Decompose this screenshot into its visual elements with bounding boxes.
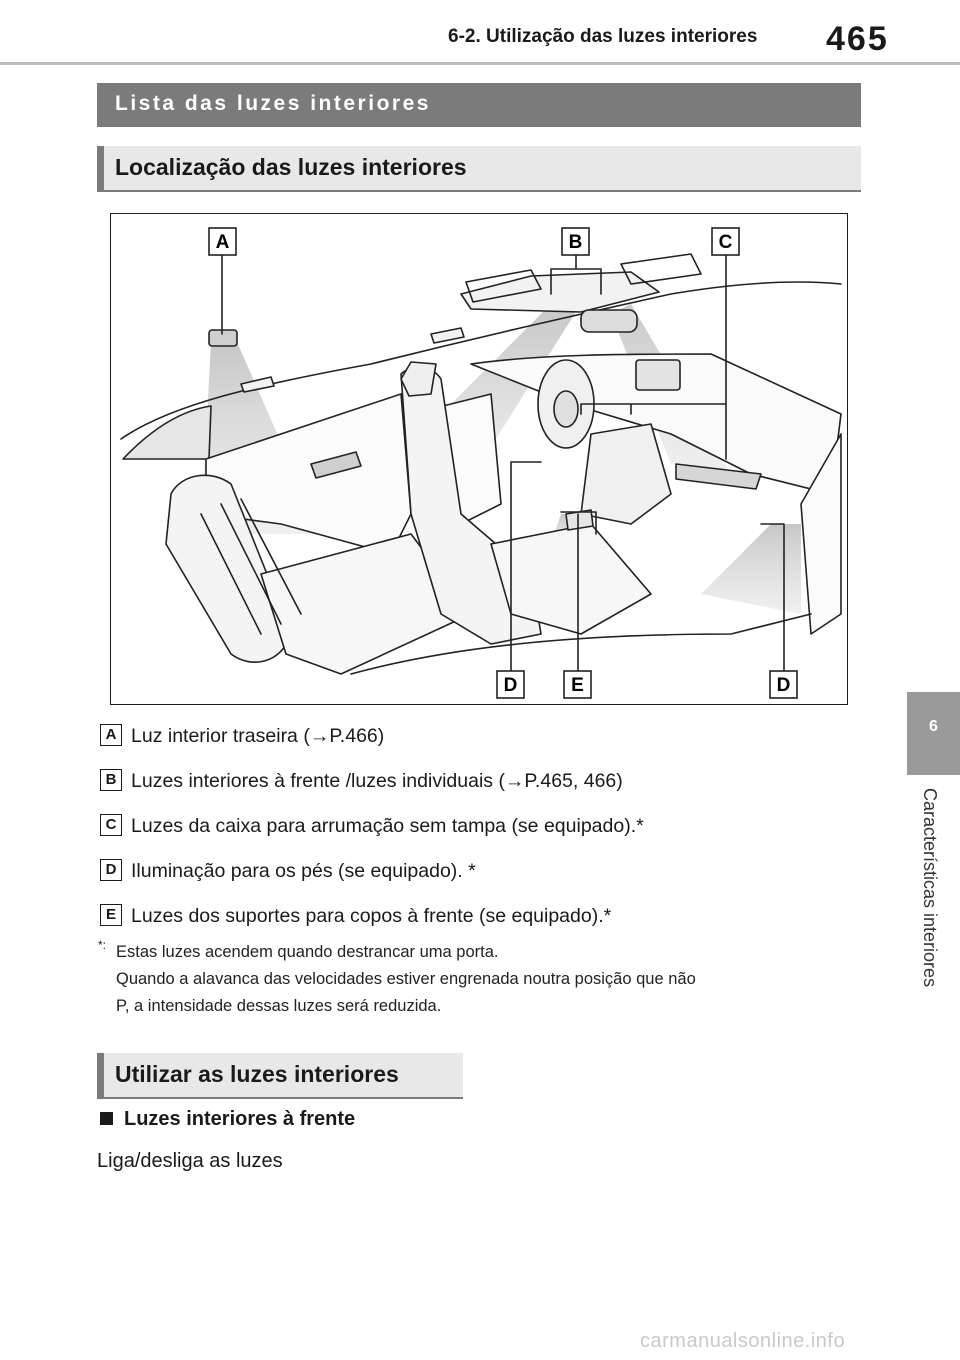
light-beam-foot [701, 524, 801, 614]
subheading-use-text: Utilizar as luzes interiores [115, 1061, 399, 1087]
rear-dome-light [209, 330, 237, 346]
rear-glass [123, 406, 211, 459]
car-interior-illustration [111, 214, 849, 706]
chapter-title: Características interiores [920, 788, 940, 988]
footnote-line-2: Quando a alavanca das velocidades estiver engrenada noutra posição que não [116, 970, 696, 988]
section-title: 6-2. Utilização das luzes interiores [448, 26, 758, 47]
callout-d-right-label: D [776, 675, 791, 696]
legend-text-c: Luzes da caixa para arrumação sem tampa (se equipado).* [131, 815, 644, 837]
grab-handle-mid [431, 328, 464, 343]
page-number: 465 [826, 20, 889, 58]
legend-key-c: C [100, 814, 122, 836]
footnote-line-1: Estas luzes acendem quando destrancar uma porta. [116, 943, 499, 961]
center-console [581, 424, 671, 524]
footnote-marker: *: [98, 938, 107, 952]
subheading-use [97, 1053, 463, 1099]
header-divider [0, 62, 960, 65]
callout-a-label: A [215, 232, 230, 253]
steering-hub [554, 391, 578, 427]
subheading-location [97, 146, 861, 192]
legend-key-a: A [100, 724, 122, 746]
cup-holder [566, 510, 593, 530]
callout-d-left-label: D [503, 675, 518, 696]
center-display [636, 360, 680, 390]
callout-e-label: E [571, 675, 584, 696]
footnote-line-3: P, a intensidade dessas luzes será reduzida. [116, 997, 442, 1015]
chapter-number: 6 [929, 718, 938, 735]
rearview-mirror [581, 310, 637, 332]
callout-c-label: C [718, 232, 733, 253]
subheading-location-text: Localização das luzes interiores [115, 154, 467, 180]
legend-text-e: Luzes dos suportes para copos à frente (se equipado).* [131, 905, 612, 927]
legend-key-d: D [100, 859, 122, 881]
legend-key-e: E [100, 904, 122, 926]
legend-key-b: B [100, 769, 122, 791]
main-heading [97, 83, 861, 127]
bullet-title: Luzes interiores à frente [124, 1108, 356, 1130]
body-text: Liga/desliga as luzes [97, 1150, 283, 1172]
front-seat-headrest [401, 362, 436, 396]
watermark: carmanualsonline.info [640, 1330, 846, 1352]
interior-lights-figure [110, 213, 848, 705]
legend-text-a: Luz interior traseira (→P.466) [131, 725, 385, 747]
bullet-square-icon [100, 1112, 113, 1125]
legend-text-d: Iluminação para os pés (se equipado). * [131, 860, 476, 882]
main-heading-text: Lista das luzes interiores [115, 92, 431, 115]
callout-b-label: B [568, 232, 583, 253]
legend-text-b: Luzes interiores à frente /luzes individuais (→P.465, 466) [131, 770, 623, 792]
